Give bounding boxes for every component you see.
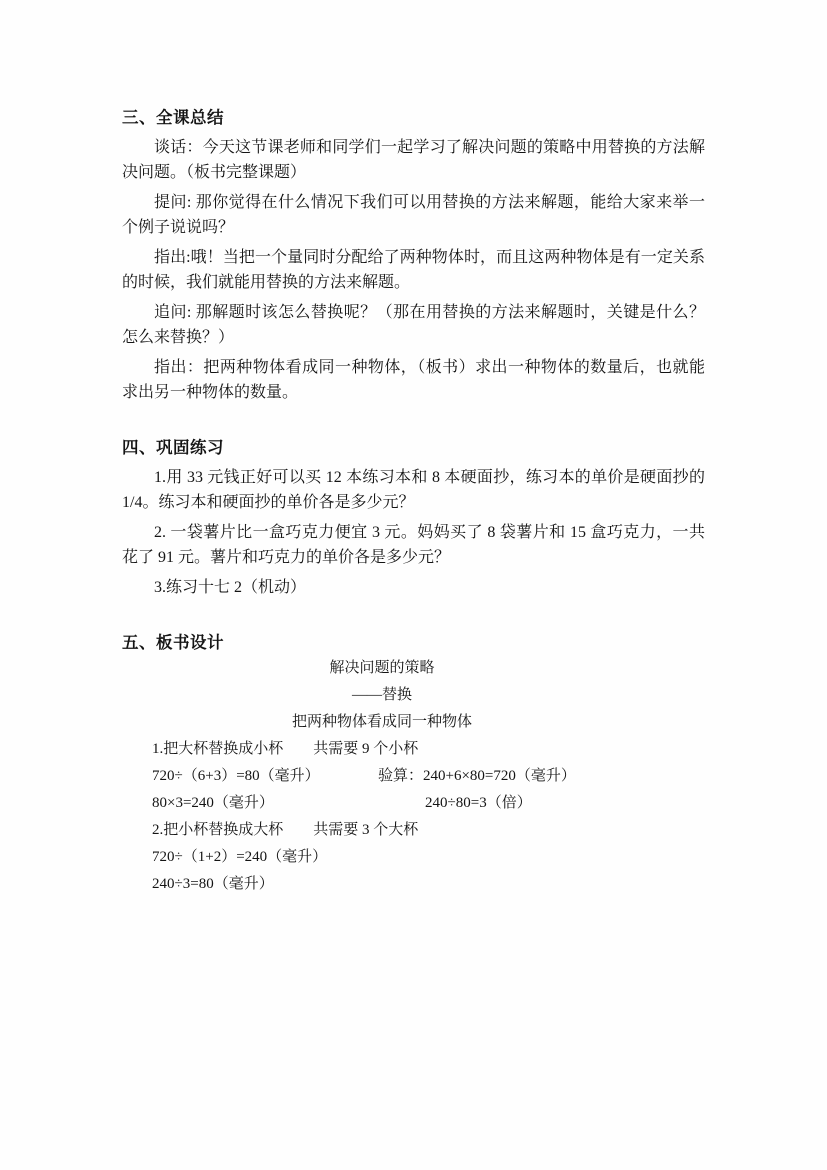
summary-paragraph-follow-up: 追问: 那解题时该怎么替换呢？（那在用替换的方法来解题时，关键是什么？怎么来替换？） [122,304,705,346]
board-method2-step2: 240÷3=80（毫升） [152,876,274,892]
practice-item-1: 1.用 33 元钱正好可以买 12 本练习本和 8 本硬面抄，练习本的单价是硬面抄的 1/4。练习本和硬面抄的单价各是多少元？ [122,469,705,511]
section-heading-board-design: 五、板书设计 [122,633,224,652]
board-method1-check1: 验算：240+6×80=720（毫升） [378,768,576,784]
board-method1-check2: 240÷80=3（倍） [425,795,532,811]
board-method1-label: 1.把大杯替换成小杯 共需要 9 个小杯 [152,741,419,757]
board-key-idea: 把两种物体看成同一种物体 [291,714,472,730]
practice-item-3: 3.练习十七 2（机动） [154,579,307,596]
board-method2-label: 2.把小杯替换成大杯 共需要 3 个大杯 [152,822,419,838]
section-heading-practice: 四、巩固练习 [122,438,224,457]
board-subtitle: ——替换 [351,687,412,703]
section-heading-summary: 三、全课总结 [122,108,224,127]
board-method1-row1 [122,763,705,790]
blackboard-design-block [122,655,705,898]
board-method1-step1: 720÷（6+3）=80（毫升） [152,768,320,784]
board-method1-row2 [122,790,705,817]
summary-paragraph-conclusion: 指出：把两种物体看成同一种物体，（板书）求出一种物体的数量后，也就能求出另一种物体的数量。 [122,359,705,401]
board-method2-step1: 720÷（1+2）=240（毫升） [152,849,328,865]
summary-paragraph-point-out: 指出:哦！当把一个量同时分配给了两种物体时，而且这两种物体是有一定关系的时候，我们就能用替换的方法来解题。 [122,249,705,291]
practice-item-2: 2. 一袋薯片比一盒巧克力便宜 3 元。妈妈买了 8 袋薯片和 15 盒巧克力，一共花了 91 元。薯片和巧克力的单价各是多少元？ [122,524,705,566]
board-title: 解决问题的策略 [329,660,435,676]
board-method1-step2: 80×3=240（毫升） [152,795,274,811]
summary-paragraph-question: 提问: 那你觉得在什么情况下我们可以用替换的方法来解题，能给大家来举一个例子说说吗？ [122,194,705,236]
summary-paragraph-talk: 谈话：今天这节课老师和同学们一起学习了解决问题的策略中用替换的方法解决问题。（板书完整课题） [122,139,705,181]
